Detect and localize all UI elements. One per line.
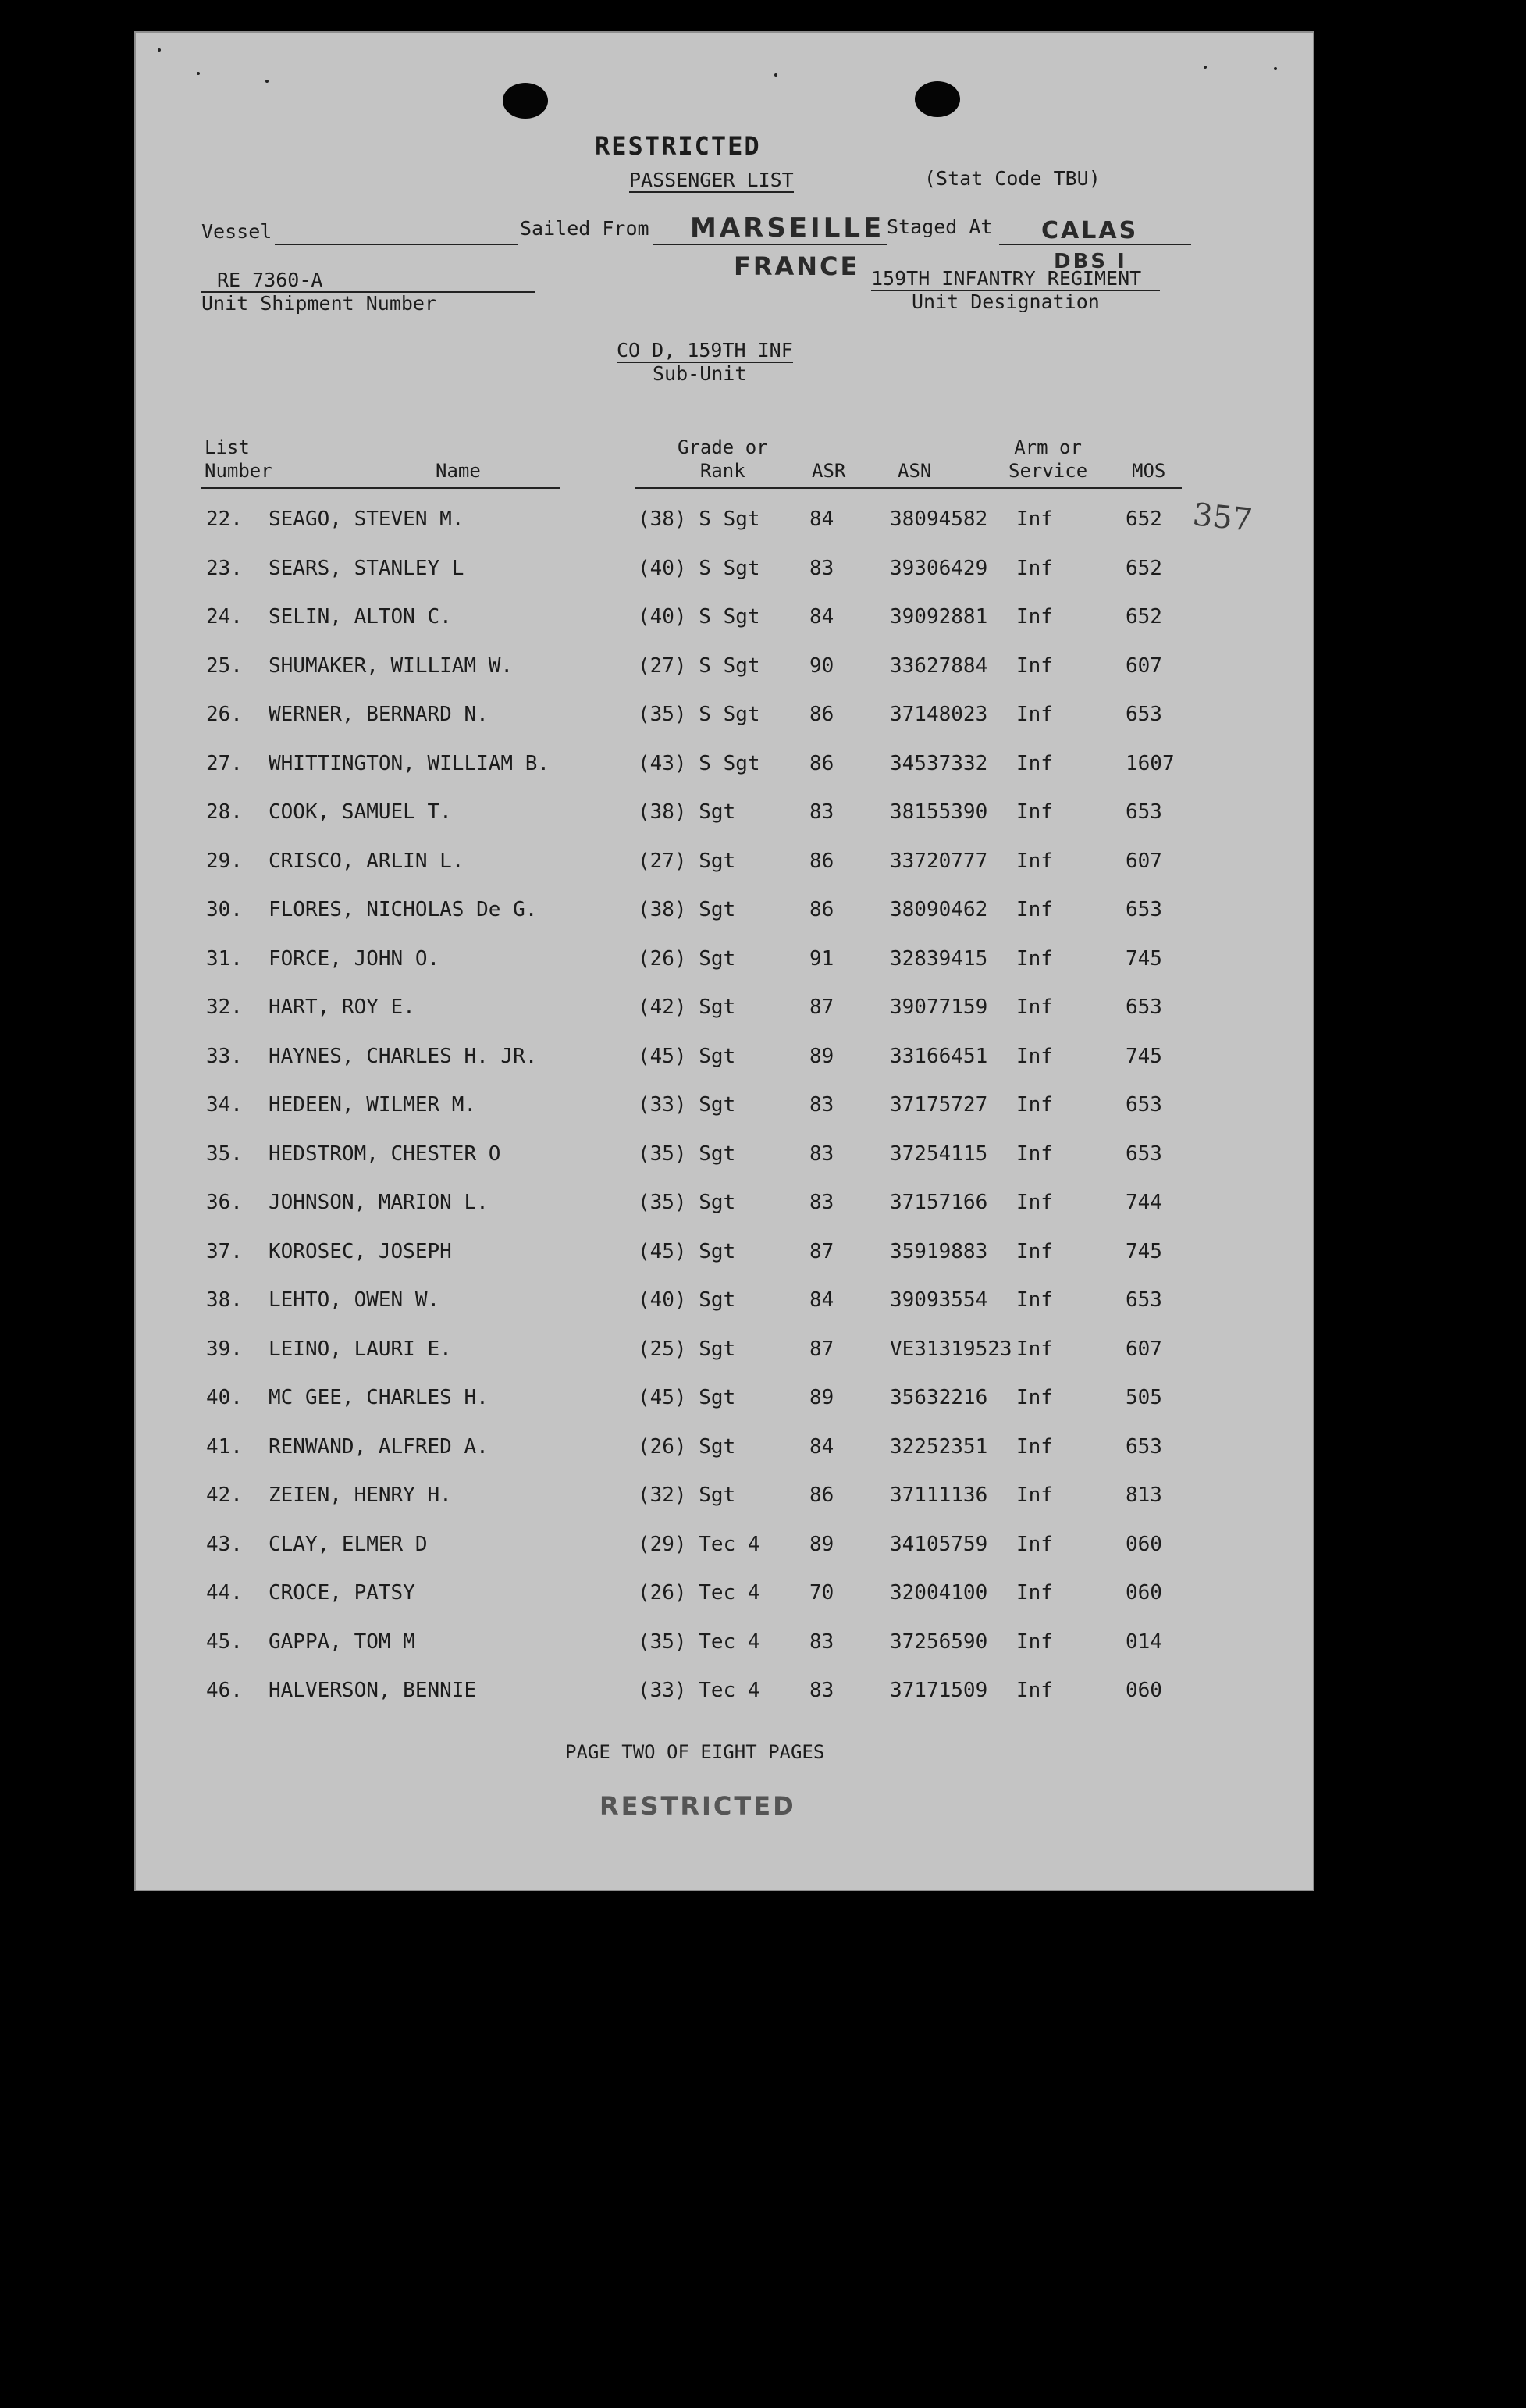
name-cell: FLORES, NICHOLAS De G. [269,898,538,921]
col-header-name: Name [436,460,481,482]
grade-cell: (40) S Sgt [638,605,760,629]
name-cell: HEDSTROM, CHESTER O [269,1142,501,1166]
arm-cell: Inf [1016,800,1053,824]
col-header-arm [1008,436,1087,483]
col-header-list-number-l2: Number [205,460,272,482]
asr-cell: 83 [809,1679,834,1702]
asr-cell: 87 [809,1337,834,1361]
mos-cell: 607 [1126,849,1162,873]
list-number-cell: 45. [206,1630,243,1654]
arm-cell: Inf [1016,946,1053,971]
arm-cell: Inf [1016,996,1053,1019]
restricted-top-stamp: RESTRICTED [595,131,761,161]
col-header-grade [678,436,768,483]
mos-cell: 653 [1126,1288,1162,1312]
asn-cell: VE31319523 [890,1337,1012,1361]
col-header-mos: MOS [1132,460,1166,482]
mos-cell: 060 [1126,1679,1162,1702]
col-header-arm-l1: Arm or [1014,436,1082,458]
col-header-list-number [205,436,272,483]
asr-cell: 86 [809,898,834,921]
table-row [134,508,1314,557]
asn-cell: 37254115 [890,1142,988,1166]
table-row [134,1240,1314,1289]
arm-cell: Inf [1016,1484,1053,1507]
staged-at-stamp: CALAS [1041,217,1139,244]
list-number-cell: 46. [206,1679,243,1702]
asn-cell: 39093554 [890,1288,988,1312]
asn-cell: 34105759 [890,1532,988,1556]
grade-cell: (35) Sgt [638,1142,736,1166]
mos-cell: 505 [1126,1386,1162,1409]
name-cell: GAPPA, TOM M [269,1630,415,1654]
arm-cell: Inf [1016,605,1053,629]
list-number-cell: 32. [206,996,243,1019]
asr-cell: 83 [809,1142,834,1166]
vessel-label: Vessel [201,220,272,243]
arm-cell: Inf [1016,1044,1053,1068]
asr-cell: 89 [809,1386,834,1409]
mos-cell: 653 [1126,1093,1162,1117]
margin-page-note: 357 [1190,497,1254,539]
table-row [134,703,1314,752]
table-row [134,752,1314,801]
name-cell: RENWAND, ALFRED A. [269,1434,489,1459]
mos-cell: 652 [1126,605,1162,629]
punch-hole-left [503,83,548,119]
arm-cell: Inf [1016,1434,1053,1459]
list-number-cell: 25. [206,654,243,678]
list-number-cell: 24. [206,605,243,629]
table-row [134,1581,1314,1630]
arm-cell: Inf [1016,1191,1053,1214]
list-number-cell: 22. [206,508,243,531]
header-underline [635,487,1182,489]
name-cell: LEINO, LAURI E. [269,1337,452,1361]
list-number-cell: 43. [206,1532,243,1556]
grade-cell: (38) S Sgt [638,508,760,531]
grade-cell: (33) Sgt [638,1093,736,1117]
asr-cell: 86 [809,1484,834,1507]
asn-cell: 38090462 [890,898,988,921]
table-row [134,1679,1314,1728]
col-header-asn: ASN [898,460,932,482]
mos-cell: 1607 [1126,751,1175,775]
sailed-from-label: Sailed From [520,217,649,240]
arm-cell: Inf [1016,1337,1053,1361]
mos-cell: 813 [1126,1484,1162,1507]
unit-shipment-label: Unit Shipment Number [201,292,437,315]
list-number-cell: 38. [206,1288,243,1312]
table-row [134,654,1314,704]
staged-at-label: Staged At [887,216,993,238]
grade-cell: (45) Sgt [638,1044,736,1068]
sailed-from-stamp: MARSEILLE [690,212,885,244]
asr-cell: 89 [809,1532,834,1556]
list-number-cell: 34. [206,1093,243,1117]
asn-cell: 37175727 [890,1093,988,1117]
name-cell: HART, ROY E. [269,996,415,1019]
speck [774,73,777,77]
table-row [134,1045,1314,1094]
name-cell: SEAGO, STEVEN M. [269,508,464,531]
name-cell: SEARS, STANLEY L [269,556,464,580]
sailed-from-stamp-country: FRANCE [734,251,860,281]
asn-cell: 32004100 [890,1581,988,1605]
col-header-arm-l2: Service [1008,460,1088,482]
name-cell: LEHTO, OWEN W. [269,1288,440,1312]
table-row [134,1630,1314,1680]
asn-cell: 33720777 [890,849,988,873]
grade-cell: (40) S Sgt [638,556,760,580]
asr-cell: 70 [809,1581,834,1605]
speck [1204,66,1207,69]
grade-cell: (33) Tec 4 [638,1679,760,1702]
name-cell: KOROSEC, JOSEPH [269,1239,452,1263]
list-number-cell: 42. [206,1484,243,1507]
arm-cell: Inf [1016,751,1053,775]
asn-cell: 38094582 [890,508,988,531]
unit-designation: 159TH INFANTRY REGIMENT [871,267,1160,291]
arm-cell: Inf [1016,1239,1053,1263]
mos-cell: 745 [1126,1044,1162,1068]
name-cell: WERNER, BERNARD N. [269,703,489,726]
speck [158,48,161,52]
arm-cell: Inf [1016,898,1053,921]
asn-cell: 39092881 [890,605,988,629]
list-number-cell: 41. [206,1434,243,1459]
mos-cell: 653 [1126,703,1162,726]
arm-cell: Inf [1016,1386,1053,1409]
table-row [134,1386,1314,1435]
table-row [134,1093,1314,1142]
table-row [134,850,1314,899]
passenger-table [134,508,1314,1728]
speck [1274,67,1277,70]
table-row [134,1338,1314,1387]
asr-cell: 89 [809,1044,834,1068]
mos-cell: 652 [1126,556,1162,580]
grade-cell: (35) S Sgt [638,703,760,726]
grade-cell: (45) Sgt [638,1386,736,1409]
grade-cell: (45) Sgt [638,1239,736,1263]
grade-cell: (27) S Sgt [638,654,760,678]
grade-cell: (35) Tec 4 [638,1630,760,1654]
name-cell: FORCE, JOHN O. [269,946,440,971]
grade-cell: (32) Sgt [638,1484,736,1507]
arm-cell: Inf [1016,1630,1053,1654]
grade-cell: (26) Sgt [638,1434,736,1459]
sub-unit-label: Sub-Unit [653,362,747,385]
table-row [134,1142,1314,1192]
header-underline [201,487,560,489]
list-number-cell: 44. [206,1581,243,1605]
arm-cell: Inf [1016,1581,1053,1605]
list-number-cell: 23. [206,556,243,580]
mos-cell: 060 [1126,1532,1162,1556]
name-cell: HAYNES, CHARLES H. JR. [269,1044,538,1068]
punch-hole-right [915,81,960,117]
asr-cell: 86 [809,849,834,873]
stat-code: (Stat Code TBU) [924,167,1101,190]
grade-cell: (29) Tec 4 [638,1532,760,1556]
speck [197,72,200,75]
asr-cell: 84 [809,1288,834,1312]
list-number-cell: 40. [206,1386,243,1409]
grade-cell: (38) Sgt [638,898,736,921]
asr-cell: 83 [809,556,834,580]
asn-cell: 37171509 [890,1679,988,1702]
name-cell: MC GEE, CHARLES H. [269,1386,489,1409]
grade-cell: (27) Sgt [638,849,736,873]
asr-cell: 84 [809,1434,834,1459]
asn-cell: 33627884 [890,654,988,678]
table-row [134,947,1314,996]
arm-cell: Inf [1016,508,1053,531]
asn-cell: 35632216 [890,1386,988,1409]
list-number-cell: 33. [206,1044,243,1068]
arm-cell: Inf [1016,703,1053,726]
mos-cell: 607 [1126,654,1162,678]
asn-cell: 34537332 [890,751,988,775]
table-row [134,1533,1314,1582]
col-header-asr: ASR [812,460,846,482]
asr-cell: 91 [809,946,834,971]
asr-cell: 86 [809,751,834,775]
unit-shipment-number: RE 7360-A [201,269,535,293]
asn-cell: 37111136 [890,1484,988,1507]
table-row [134,898,1314,947]
table-row [134,1288,1314,1338]
sub-unit: CO D, 159TH INF [617,339,793,362]
asn-cell: 38155390 [890,800,988,824]
list-number-cell: 26. [206,703,243,726]
mos-cell: 653 [1126,1434,1162,1459]
arm-cell: Inf [1016,849,1053,873]
asr-cell: 83 [809,800,834,824]
table-row [134,1484,1314,1533]
col-header-grade-l2: Rank [699,460,745,482]
table-row [134,557,1314,606]
arm-cell: Inf [1016,1679,1053,1702]
grade-cell: (40) Sgt [638,1288,736,1312]
asn-cell: 39306429 [890,556,988,580]
table-row [134,1191,1314,1240]
mos-cell: 653 [1126,996,1162,1019]
asr-cell: 83 [809,1191,834,1214]
asn-cell: 37148023 [890,703,988,726]
name-cell: CLAY, ELMER D [269,1532,428,1556]
name-cell: CRISCO, ARLIN L. [269,849,464,873]
col-header-list-number-l1: List [205,436,250,458]
mos-cell: 653 [1126,800,1162,824]
asr-cell: 83 [809,1093,834,1117]
asn-cell: 32252351 [890,1434,988,1459]
table-row [134,605,1314,654]
mos-cell: 060 [1126,1581,1162,1605]
grade-cell: (26) Tec 4 [638,1581,760,1605]
passenger-list-title: PASSENGER LIST [629,169,794,191]
mos-cell: 745 [1126,1239,1162,1263]
mos-cell: 014 [1126,1630,1162,1654]
name-cell: HEDEEN, WILMER M. [269,1093,477,1117]
name-cell: WHITTINGTON, WILLIAM B. [269,751,550,775]
asr-cell: 87 [809,1239,834,1263]
staged-at-stamp-2: DBS I [1054,250,1127,273]
grade-cell: (38) Sgt [638,800,736,824]
name-cell: SELIN, ALTON C. [269,605,452,629]
name-cell: CROCE, PATSY [269,1581,415,1605]
asr-cell: 90 [809,654,834,678]
asn-cell: 39077159 [890,996,988,1019]
asr-cell: 84 [809,605,834,629]
asr-cell: 84 [809,508,834,531]
arm-cell: Inf [1016,654,1053,678]
grade-cell: (35) Sgt [638,1191,736,1214]
asn-cell: 37256590 [890,1630,988,1654]
speck [265,80,269,83]
mos-cell: 653 [1126,898,1162,921]
table-row [134,996,1314,1045]
list-number-cell: 35. [206,1142,243,1166]
mos-cell: 653 [1126,1142,1162,1166]
page-note: PAGE TWO OF EIGHT PAGES [565,1741,825,1763]
table-row [134,1435,1314,1484]
unit-designation-label: Unit Designation [912,290,1100,313]
list-number-cell: 27. [206,751,243,775]
list-number-cell: 37. [206,1239,243,1263]
grade-cell: (26) Sgt [638,946,736,971]
mos-cell: 652 [1126,508,1162,531]
arm-cell: Inf [1016,1093,1053,1117]
name-cell: SHUMAKER, WILLIAM W. [269,654,514,678]
mos-cell: 607 [1126,1337,1162,1361]
grade-cell: (43) S Sgt [638,751,760,775]
asr-cell: 86 [809,703,834,726]
list-number-cell: 36. [206,1191,243,1214]
document-page [134,31,1314,1891]
grade-cell: (42) Sgt [638,996,736,1019]
arm-cell: Inf [1016,1532,1053,1556]
mos-cell: 744 [1126,1191,1162,1214]
list-number-cell: 39. [206,1337,243,1361]
asn-cell: 35919883 [890,1239,988,1263]
list-number-cell: 31. [206,946,243,971]
list-number-cell: 28. [206,800,243,824]
arm-cell: Inf [1016,556,1053,580]
asr-cell: 87 [809,996,834,1019]
asn-cell: 37157166 [890,1191,988,1214]
name-cell: ZEIEN, HENRY H. [269,1484,452,1507]
name-cell: HALVERSON, BENNIE [269,1679,477,1702]
table-row [134,800,1314,850]
name-cell: COOK, SAMUEL T. [269,800,452,824]
name-cell: JOHNSON, MARION L. [269,1191,489,1214]
arm-cell: Inf [1016,1142,1053,1166]
col-header-grade-l1: Grade or [678,436,768,458]
list-number-cell: 30. [206,898,243,921]
vessel-field [275,220,518,245]
list-number-cell: 29. [206,849,243,873]
asr-cell: 83 [809,1630,834,1654]
grade-cell: (25) Sgt [638,1337,736,1361]
asn-cell: 32839415 [890,946,988,971]
restricted-bottom-stamp: RESTRICTED [599,1791,796,1821]
arm-cell: Inf [1016,1288,1053,1312]
asn-cell: 33166451 [890,1044,988,1068]
mos-cell: 745 [1126,946,1162,971]
